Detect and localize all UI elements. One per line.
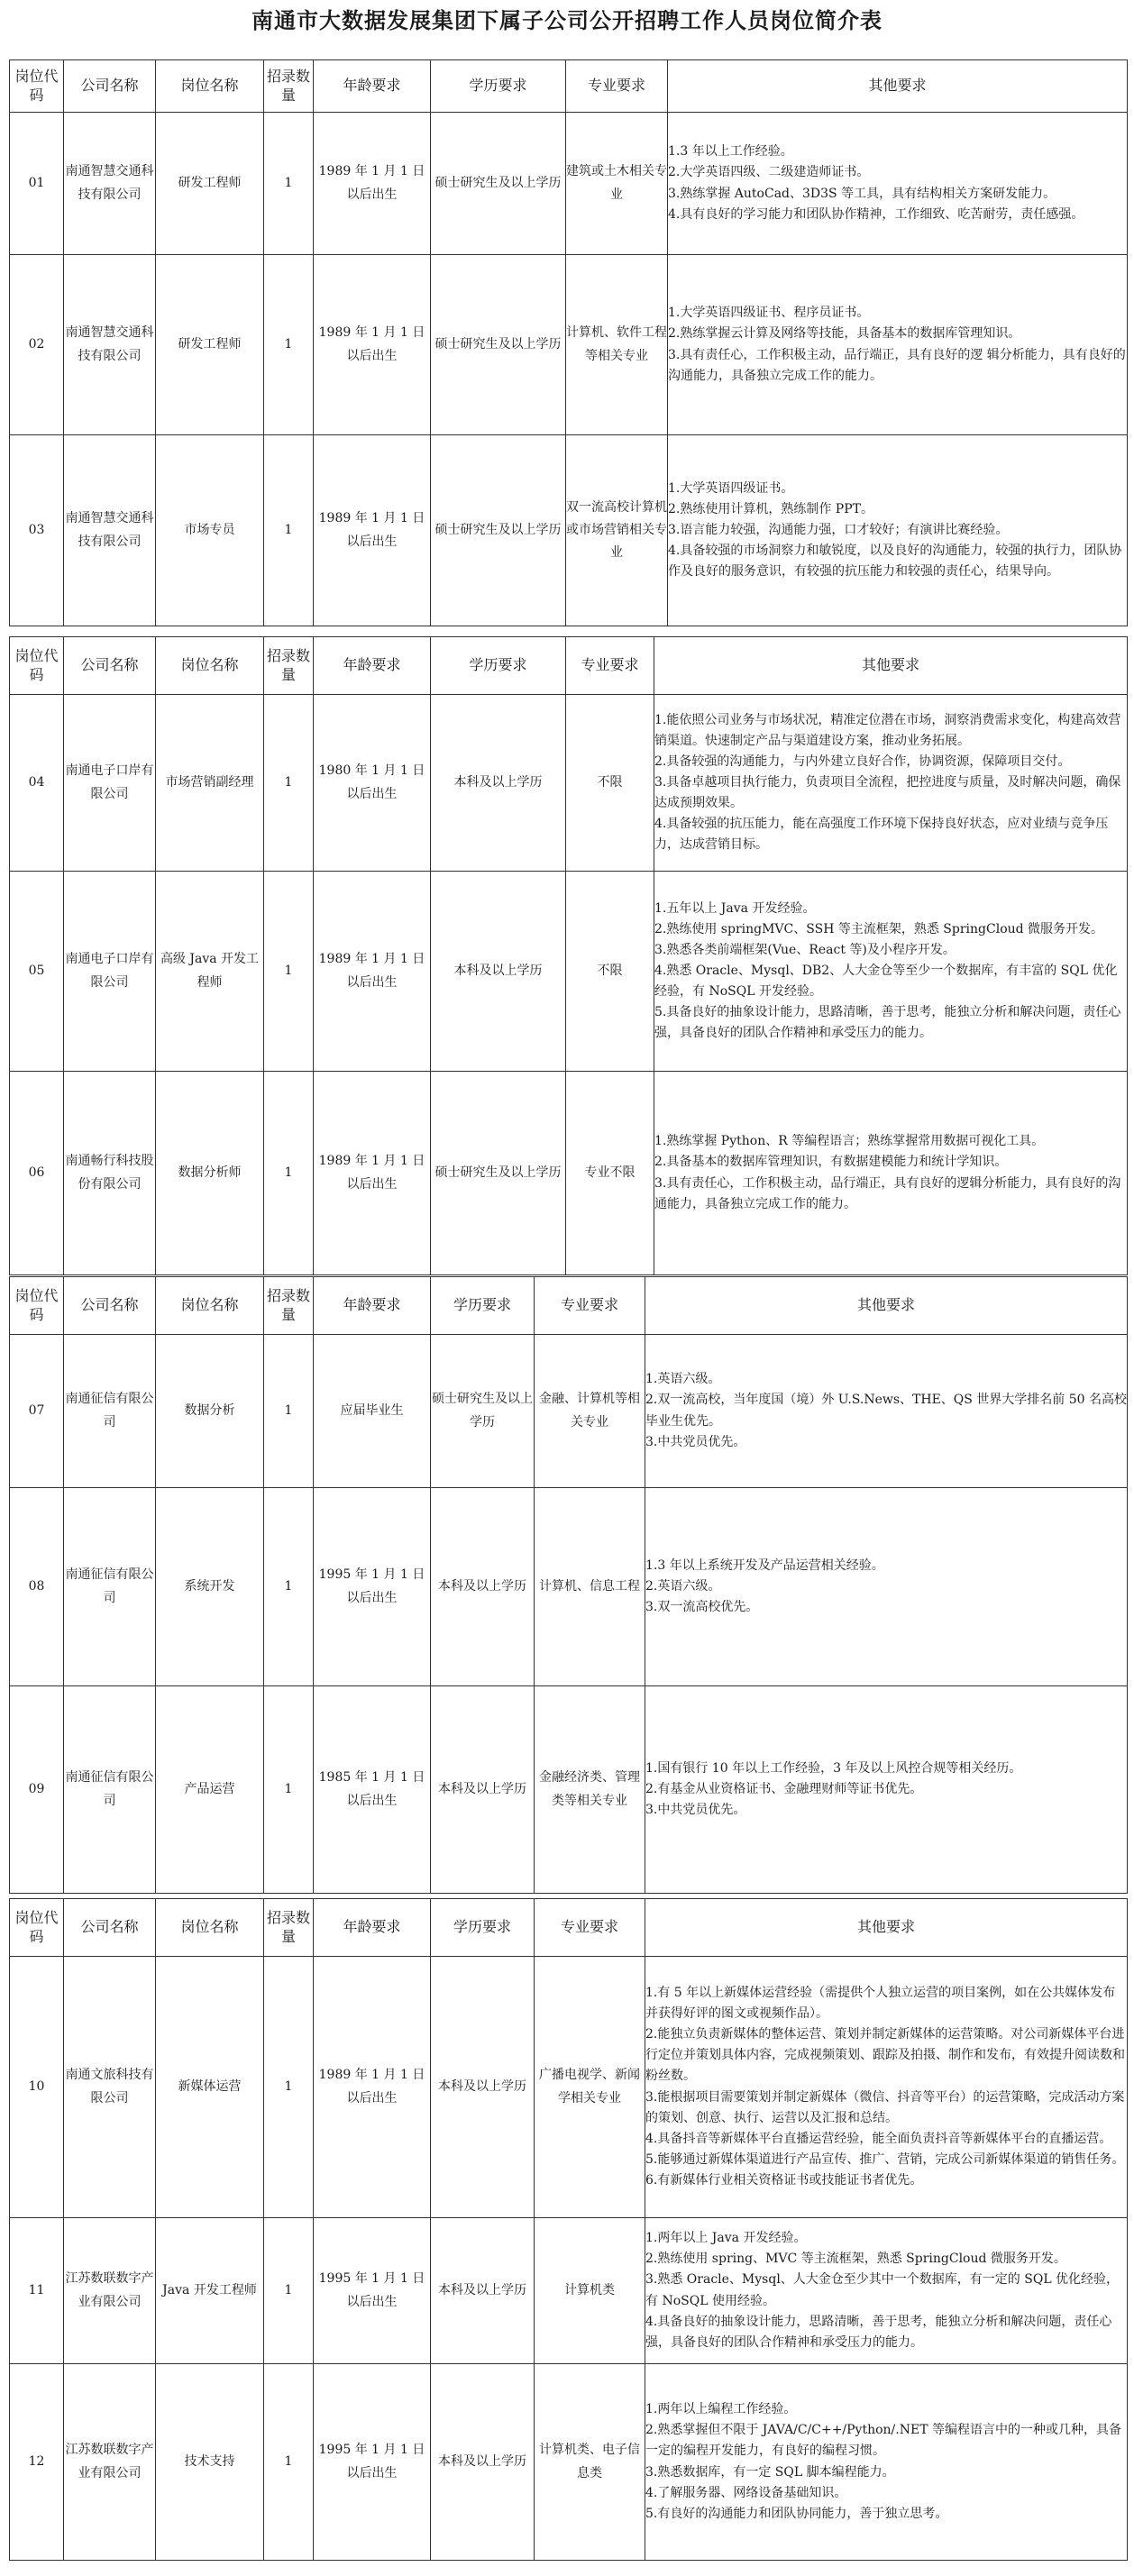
cell-count: 1 bbox=[264, 255, 314, 435]
cell-other bbox=[645, 1488, 1128, 1686]
requirement-line: 3.中共党员优先。 bbox=[645, 1803, 746, 1818]
header-age: 年龄要求 bbox=[314, 60, 431, 113]
cell-education: 硕士研究生及以上学历 bbox=[431, 1335, 535, 1488]
cell-major: 不限 bbox=[566, 872, 654, 1072]
cell-age: 1989 年 1 月 1 日以后出生 bbox=[314, 113, 431, 255]
table-header-row bbox=[10, 1277, 1128, 1335]
cell-position: 数据分析 bbox=[156, 1335, 264, 1488]
cell-count: 1 bbox=[264, 695, 314, 872]
requirement-line: 1.两年以上 Java 开发经验。 bbox=[645, 2231, 807, 2246]
requirement-line: 2.能独立负责新媒体的整体运营、策划并制定新媒体的运营策略。对公司新媒体平台进行定位并策划具体内容，完成视频策划、跟踪及拍摄、制作和发布，有效提升阅读数和粉丝数。 bbox=[645, 2027, 1125, 2084]
cell-code: 10 bbox=[10, 1957, 64, 2218]
header-company: 公司名称 bbox=[64, 1277, 156, 1335]
requirement-line: 1.3 年以上系统开发及产品运营相关经验。 bbox=[645, 1557, 884, 1573]
cell-major: 双一流高校计算机或市场营销相关专业 bbox=[566, 435, 668, 626]
requirement-line: 2.熟悉掌握但不限于 JAVA/C/C++/Python/.NET 等编程语言中的一种或几种，具备一定的编程开发能力，有良好的编程习惯。 bbox=[645, 2423, 1121, 2459]
cell-company: 南通征信有限公司 bbox=[64, 1488, 156, 1686]
header-age: 年龄要求 bbox=[314, 637, 431, 695]
cell-count: 1 bbox=[264, 1686, 314, 1894]
header-other: 其他要求 bbox=[654, 637, 1128, 695]
cell-education: 硕士研究生及以上学历 bbox=[431, 113, 566, 255]
requirement-line: 2.熟练使用 springMVC、SSH 等主流框架，熟悉 SpringCloud 微服务开发。 bbox=[654, 921, 1104, 936]
requirement-line: 4.具备较强的市场洞察力和敏锐度，以及良好的沟通能力，较强的执行力，团队协作及良好的服务意识，有较强的抗压能力和较强的责任心，结果导向。 bbox=[668, 544, 1122, 580]
cell-other bbox=[668, 435, 1128, 626]
cell-age: 1995 年 1 月 1 日以后出生 bbox=[314, 2218, 431, 2364]
cell-code: 03 bbox=[10, 435, 64, 626]
requirement-line: 4.熟悉 Oracle、Mysql、DB2、人大金仓等至少一个数据库，有丰富的 SQL 优化经验，有 NoSQL 开发经验。 bbox=[654, 963, 1118, 1000]
cell-company: 南通文旅科技有限公司 bbox=[64, 1957, 156, 2218]
header-code: 岗位代码 bbox=[10, 1899, 64, 1957]
header-major: 专业要求 bbox=[566, 637, 654, 695]
cell-position: 高级 Java 开发工程师 bbox=[156, 872, 264, 1072]
position-table-section-3 bbox=[9, 1276, 1128, 1894]
cell-other bbox=[645, 1686, 1128, 1894]
requirement-line: 1.两年以上编程工作经验。 bbox=[645, 2402, 797, 2417]
header-count: 招录数量 bbox=[264, 637, 314, 695]
cell-company: 南通畅行科技股份有限公司 bbox=[64, 1072, 156, 1275]
cell-company: 南通智慧交通科技有限公司 bbox=[64, 113, 156, 255]
cell-education: 硕士研究生及以上学历 bbox=[431, 1072, 566, 1275]
cell-code: 11 bbox=[10, 2218, 64, 2364]
header-company: 公司名称 bbox=[64, 60, 156, 113]
requirement-line: 2.英语六级。 bbox=[645, 1578, 721, 1594]
cell-other bbox=[645, 2218, 1128, 2364]
cell-code: 12 bbox=[10, 2364, 64, 2561]
requirement-line: 1.大学英语四级证书。 bbox=[668, 480, 794, 496]
requirement-line: 3.熟悉 Oracle、Mysql、人大金仓至少其中一个数据库，有一定的 SQL 优化经验，有 NoSQL 使用经验。 bbox=[645, 2272, 1120, 2308]
cell-age: 1989 年 1 月 1 日以后出生 bbox=[314, 435, 431, 626]
cell-other bbox=[654, 1072, 1128, 1275]
header-position: 岗位名称 bbox=[156, 60, 264, 113]
header-age: 年龄要求 bbox=[314, 1899, 431, 1957]
cell-other bbox=[654, 872, 1128, 1072]
cell-count: 1 bbox=[264, 872, 314, 1072]
cell-position: 新媒体运营 bbox=[156, 1957, 264, 2218]
cell-major: 不限 bbox=[566, 695, 654, 872]
cell-major: 专业不限 bbox=[566, 1072, 654, 1275]
requirement-line: 3.熟悉各类前端框架(Vue、React 等)及小程序开发。 bbox=[654, 942, 956, 957]
requirement-line: 2.具备较强的沟通能力，与内外建立良好合作，协调资源，保障项目交付。 bbox=[654, 754, 1071, 769]
requirement-line: 5.具备良好的抽象设计能力，思路清晰，善于思考，能独立分析和解决问题，责任心强，具备良好的团队合作精神和承受压力的能力。 bbox=[654, 1005, 1121, 1041]
cell-major: 计算机、信息工程 bbox=[535, 1488, 645, 1686]
header-code: 岗位代码 bbox=[10, 637, 64, 695]
requirement-line: 3.具备卓越项目执行能力，负责项目全流程，把控进度与质量，及时解决问题，确保达成预期效果。 bbox=[654, 774, 1121, 811]
requirement-line: 4.具有良好的学习能力和团队协作精神，工作细致、吃苦耐劳，责任感强。 bbox=[668, 206, 1084, 222]
table-row bbox=[10, 435, 1128, 626]
header-position: 岗位名称 bbox=[156, 637, 264, 695]
table-row bbox=[10, 872, 1128, 1072]
cell-count: 1 bbox=[264, 1957, 314, 2218]
requirement-line: 3.具有责任心，工作积极主动，品行端正，具有良好的逻 辑分析能力，具有良好的沟通能力，具备独立完成工作的能力。 bbox=[668, 347, 1126, 383]
requirement-line: 1.3 年以上工作经验。 bbox=[668, 144, 793, 160]
cell-position: 技术支持 bbox=[156, 2364, 264, 2561]
table-row bbox=[10, 255, 1128, 435]
cell-age: 1989 年 1 月 1 日以后出生 bbox=[314, 255, 431, 435]
requirement-line: 2.具备基本的数据库管理知识，有数据建模能力和统计学知识。 bbox=[654, 1155, 1008, 1170]
requirement-line: 2.大学英语四级、二级建造师证书。 bbox=[668, 165, 870, 180]
cell-count: 1 bbox=[264, 435, 314, 626]
requirement-line: 2.熟练使用 spring、MVC 等主流框架，熟悉 SpringCloud 微服务开发。 bbox=[645, 2252, 1066, 2267]
cell-position: 产品运营 bbox=[156, 1686, 264, 1894]
cell-education: 本科及以上学历 bbox=[431, 1488, 535, 1686]
header-company: 公司名称 bbox=[64, 1899, 156, 1957]
cell-position: 系统开发 bbox=[156, 1488, 264, 1686]
cell-count: 1 bbox=[264, 113, 314, 255]
cell-education: 本科及以上学历 bbox=[431, 1686, 535, 1894]
cell-count: 1 bbox=[264, 1072, 314, 1275]
requirement-line: 2.双一流高校，当年度国（境）外 U.S.News、THE、QS 世界大学排名前 50 名高校毕业生优先。 bbox=[645, 1393, 1128, 1429]
cell-code: 08 bbox=[10, 1488, 64, 1686]
header-other: 其他要求 bbox=[645, 1277, 1128, 1335]
cell-company: 南通征信有限公司 bbox=[64, 1686, 156, 1894]
header-other: 其他要求 bbox=[668, 60, 1128, 113]
header-major: 专业要求 bbox=[566, 60, 668, 113]
header-major: 专业要求 bbox=[535, 1277, 645, 1335]
cell-age: 1995 年 1 月 1 日以后出生 bbox=[314, 1488, 431, 1686]
requirement-line: 3.具有责任心，工作积极主动，品行端正，具有良好的逻辑分析能力，具有良好的沟通能力，具备独立完成工作的能力。 bbox=[654, 1175, 1121, 1211]
requirement-line: 4.具备抖音等新媒体平台直播运营经验，能全面负责抖音等新媒体平台的直播运营。 bbox=[645, 2131, 1112, 2146]
cell-age: 1989 年 1 月 1 日以后出生 bbox=[314, 1957, 431, 2218]
table-row bbox=[10, 113, 1128, 255]
table-row bbox=[10, 1686, 1128, 1894]
cell-education: 本科及以上学历 bbox=[431, 2364, 535, 2561]
cell-education: 本科及以上学历 bbox=[431, 872, 566, 1072]
cell-other bbox=[668, 113, 1128, 255]
cell-other bbox=[654, 695, 1128, 872]
cell-position: 研发工程师 bbox=[156, 255, 264, 435]
header-count: 招录数量 bbox=[264, 1277, 314, 1335]
cell-company: 南通征信有限公司 bbox=[64, 1335, 156, 1488]
requirement-line: 4.具备较强的抗压能力，能在高强度工作环境下保持良好状态，应对业绩与竞争压力，达成营销目标。 bbox=[654, 817, 1109, 853]
cell-company: 南通智慧交通科技有限公司 bbox=[64, 255, 156, 435]
requirement-line: 3.熟练掌握 AutoCad、3D3S 等工具，具有结构相关方案研发能力。 bbox=[668, 186, 1056, 201]
cell-major: 金融、计算机等相关专业 bbox=[535, 1335, 645, 1488]
cell-major: 计算机类、电子信息类 bbox=[535, 2364, 645, 2561]
position-table-section-1 bbox=[9, 59, 1128, 626]
page-title: 南通市大数据发展集团下属子公司公开招聘工作人员岗位简介表 bbox=[251, 8, 883, 33]
requirement-line: 1.熟练掌握 Python、R 等编程语言；熟练掌握常用数据可视化工具。 bbox=[654, 1134, 1045, 1149]
cell-education: 本科及以上学历 bbox=[431, 1957, 535, 2218]
header-count: 招录数量 bbox=[264, 1899, 314, 1957]
requirement-line: 1.英语六级。 bbox=[645, 1372, 721, 1387]
cell-company: 南通电子口岸有限公司 bbox=[64, 695, 156, 872]
header-education: 学历要求 bbox=[431, 637, 566, 695]
requirement-line: 5.有良好的沟通能力和团队协同能力，善于独立思考。 bbox=[645, 2506, 948, 2521]
cell-other bbox=[645, 1957, 1128, 2218]
requirement-line: 3.双一流高校优先。 bbox=[645, 1600, 759, 1615]
table-header-row bbox=[10, 60, 1128, 113]
requirement-line: 2.熟练使用计算机，熟练制作 PPT。 bbox=[668, 501, 873, 516]
cell-other bbox=[645, 1335, 1128, 1488]
table-row bbox=[10, 1072, 1128, 1275]
header-company: 公司名称 bbox=[64, 637, 156, 695]
requirement-line: 3.中共党员优先。 bbox=[645, 1434, 746, 1449]
requirement-line: 3.能根据项目需要策划并制定新媒体（微信、抖音等平台）的运营策略，完成活动方案的策划、创意、执行、运营以及汇报和总结。 bbox=[645, 2089, 1125, 2125]
requirement-line: 1.有 5 年以上新媒体运营经验（需提供个人独立运营的项目案例，如在公共媒体发布并获得好评的图文或视频作品）。 bbox=[645, 1986, 1116, 2022]
requirement-line: 6.有新媒体行业相关资格证书或技能证书者优先。 bbox=[645, 2172, 923, 2188]
position-table-section-2 bbox=[9, 636, 1128, 1275]
cell-age: 1989 年 1 月 1 日以后出生 bbox=[314, 872, 431, 1072]
cell-age: 1989 年 1 月 1 日以后出生 bbox=[314, 1072, 431, 1275]
cell-position: 市场营销副经理 bbox=[156, 695, 264, 872]
cell-major: 金融经济类、管理类等相关专业 bbox=[535, 1686, 645, 1894]
cell-other bbox=[668, 255, 1128, 435]
cell-major: 计算机、软件工程等相关专业 bbox=[566, 255, 668, 435]
cell-company: 江苏数联数字产业有限公司 bbox=[64, 2218, 156, 2364]
cell-age: 应届毕业生 bbox=[314, 1335, 431, 1488]
cell-code: 01 bbox=[10, 113, 64, 255]
cell-count: 1 bbox=[264, 1488, 314, 1686]
header-education: 学历要求 bbox=[431, 1899, 535, 1957]
cell-education: 硕士研究生及以上学历 bbox=[431, 255, 566, 435]
cell-code: 06 bbox=[10, 1072, 64, 1275]
header-position: 岗位名称 bbox=[156, 1277, 264, 1335]
cell-position: 数据分析师 bbox=[156, 1072, 264, 1275]
cell-other bbox=[645, 2364, 1128, 2561]
cell-position: 研发工程师 bbox=[156, 113, 264, 255]
cell-age: 1985 年 1 月 1 日以后出生 bbox=[314, 1686, 431, 1894]
requirement-line: 1.国有银行 10 年以上工作经验，3 年及以上风控合规等相关经历。 bbox=[645, 1760, 1022, 1776]
cell-education: 硕士研究生及以上学历 bbox=[431, 435, 566, 626]
cell-company: 南通智慧交通科技有限公司 bbox=[64, 435, 156, 626]
cell-count: 1 bbox=[264, 1335, 314, 1488]
requirement-line: 3.语言能力较强，沟通能力强，口才较好；有演讲比赛经验。 bbox=[668, 522, 1009, 537]
header-other: 其他要求 bbox=[645, 1899, 1128, 1957]
cell-company: 南通电子口岸有限公司 bbox=[64, 872, 156, 1072]
requirement-line: 1.五年以上 Java 开发经验。 bbox=[654, 900, 816, 916]
cell-code: 02 bbox=[10, 255, 64, 435]
cell-major: 广播电视学、新闻学相关专业 bbox=[535, 1957, 645, 2218]
table-header-row bbox=[10, 637, 1128, 695]
position-table-section-4 bbox=[9, 1898, 1128, 2561]
requirement-line: 1.大学英语四级证书、程序员证书。 bbox=[668, 306, 870, 321]
requirement-line: 2.熟练掌握云计算及网络等技能，具备基本的数据库管理知识。 bbox=[668, 326, 1021, 342]
cell-position: 市场专员 bbox=[156, 435, 264, 626]
cell-major: 建筑或土木相关专业 bbox=[566, 113, 668, 255]
header-age: 年龄要求 bbox=[314, 1277, 431, 1335]
table-header-row bbox=[10, 1899, 1128, 1957]
table-row bbox=[10, 1957, 1128, 2218]
cell-count: 1 bbox=[264, 2364, 314, 2561]
header-major: 专业要求 bbox=[535, 1899, 645, 1957]
cell-age: 1980 年 1 月 1 日以后出生 bbox=[314, 695, 431, 872]
table-row bbox=[10, 1488, 1128, 1686]
cell-code: 05 bbox=[10, 872, 64, 1072]
header-position: 岗位名称 bbox=[156, 1899, 264, 1957]
cell-age: 1995 年 1 月 1 日以后出生 bbox=[314, 2364, 431, 2561]
cell-count: 1 bbox=[264, 2218, 314, 2364]
table-row bbox=[10, 2218, 1128, 2364]
cell-education: 本科及以上学历 bbox=[431, 695, 566, 872]
cell-code: 04 bbox=[10, 695, 64, 872]
cell-company: 江苏数联数字产业有限公司 bbox=[64, 2364, 156, 2561]
requirement-line: 5.能够通过新媒体渠道进行产品宣传、推广、营销，完成公司新媒体渠道的销售任务。 bbox=[645, 2151, 1125, 2167]
cell-major: 计算机类 bbox=[535, 2218, 645, 2364]
requirement-line: 3.熟悉数据库，有一定 SQL 脚本编程能力。 bbox=[645, 2464, 895, 2480]
cell-education: 本科及以上学历 bbox=[431, 2218, 535, 2364]
header-code: 岗位代码 bbox=[10, 60, 64, 113]
header-code: 岗位代码 bbox=[10, 1277, 64, 1335]
table-row bbox=[10, 695, 1128, 872]
requirement-line: 2.有基金从业资格证书、金融理财师等证书优先。 bbox=[645, 1781, 923, 1796]
header-count: 招录数量 bbox=[264, 60, 314, 113]
cell-code: 09 bbox=[10, 1686, 64, 1894]
cell-code: 07 bbox=[10, 1335, 64, 1488]
header-education: 学历要求 bbox=[431, 60, 566, 113]
header-education: 学历要求 bbox=[431, 1277, 535, 1335]
cell-position: Java 开发工程师 bbox=[156, 2218, 264, 2364]
requirement-line: 4.了解服务器、网络设备基础知识。 bbox=[645, 2485, 847, 2500]
table-row bbox=[10, 1335, 1128, 1488]
table-row bbox=[10, 2364, 1128, 2561]
requirement-line: 1.能依照公司业务与市场状况，精准定位潜在市场，洞察消费需求变化，构建高效营销渠道。快速制定产品与渠道建设方案，推动业务拓展。 bbox=[654, 712, 1121, 748]
requirement-line: 4.具备良好的抽象设计能力，思路清晰，善于思考，能独立分析和解决问题，责任心强，具备良好的团队合作精神和承受压力的能力。 bbox=[645, 2314, 1112, 2350]
